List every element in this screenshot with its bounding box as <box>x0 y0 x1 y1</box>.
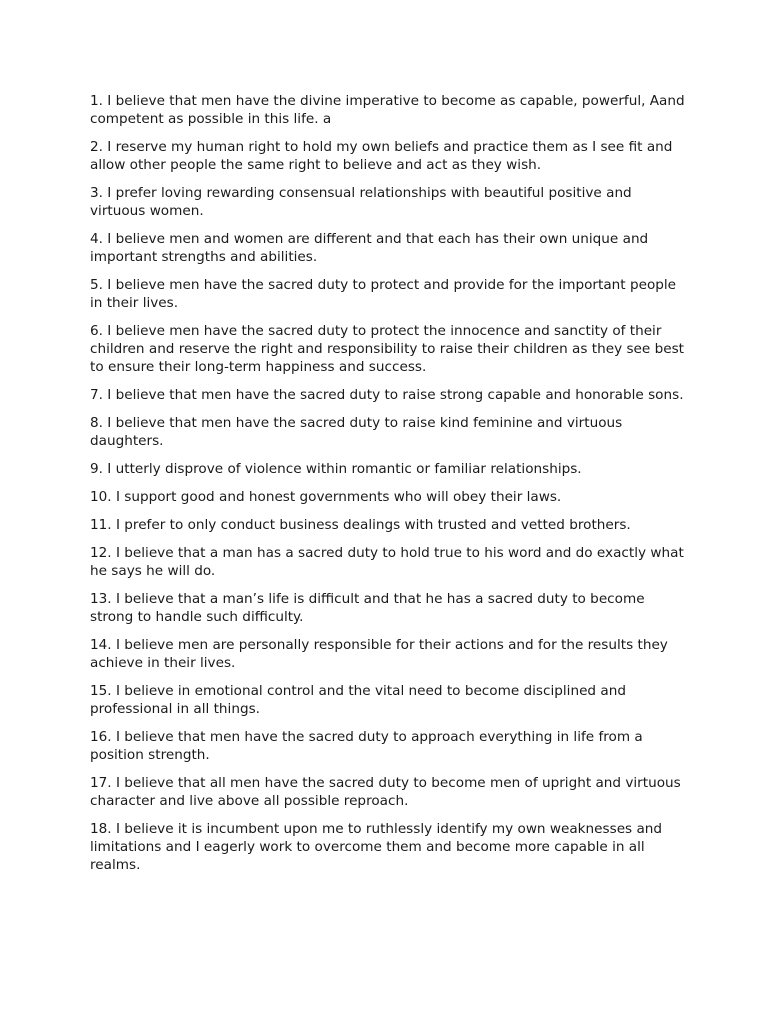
list-item: 13. I believe that a man’s life is difficult and that he has a sacred duty to become strong to handle such difficulty. <box>90 591 645 625</box>
list-item: 3. I prefer loving rewarding consensual relationships with beautiful positive and virtuous women. <box>90 185 632 219</box>
list-item: 17. I believe that all men have the sacred duty to become men of upright and virtuous character and live above all possible reproach. <box>90 775 681 809</box>
list-item: 5. I believe men have the sacred duty to protect and provide for the important people in their lives. <box>90 277 677 311</box>
list-item: 15. I believe in emotional control and the vital need to become disciplined and professional in all things. <box>90 683 626 717</box>
belief-list <box>90 92 690 884</box>
list-item: 12. I believe that a man has a sacred duty to hold true to his word and do exactly what he says he will do. <box>90 545 684 579</box>
list-item: 4. I believe men and women are different and that each has their own unique and important strengths and abilities. <box>90 231 649 265</box>
list-item: 10. I support good and honest governments who will obey their laws. <box>90 489 562 505</box>
list-item: 14. I believe men are personally responsible for their actions and for the results they achieve in their lives. <box>90 637 668 671</box>
list-item: 16. I believe that men have the sacred duty to approach everything in life from a position strength. <box>90 729 643 763</box>
list-item: 8. I believe that men have the sacred duty to raise kind feminine and virtuous daughters. <box>90 415 623 449</box>
list-item: 2. I reserve my human right to hold my own beliefs and practice them as I see fit and allow other people the same right to believe and act as they wish. <box>90 139 673 173</box>
list-item: 7. I believe that men have the sacred duty to raise strong capable and honorable sons. <box>90 387 684 403</box>
list-item: 11. I prefer to only conduct business dealings with trusted and vetted brothers. <box>90 517 631 533</box>
list-item: 9. I utterly disprove of violence within romantic or familiar relationships. <box>90 461 582 477</box>
list-item: 1. I believe that men have the divine imperative to become as capable, powerful, Aand competent as possible in this life. a <box>90 93 685 127</box>
list-item: 18. I believe it is incumbent upon me to ruthlessly identify my own weaknesses and limitations and I eagerly work to overcome them and become more capable in all realms. <box>90 821 663 873</box>
list-item: 6. I believe men have the sacred duty to protect the innocence and sanctity of their children and reserve the right and responsibility to raise their children as they see best to ensure their long-term happiness and success. <box>90 323 685 375</box>
